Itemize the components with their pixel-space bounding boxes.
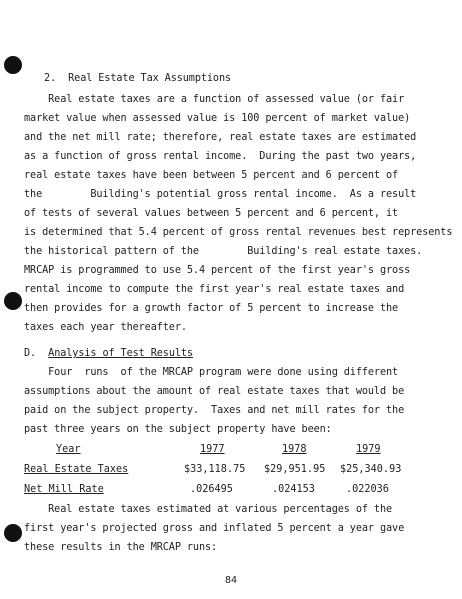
subsection-label: D.: [24, 348, 37, 359]
binder-hole: [4, 524, 22, 542]
header-year: 1979: [356, 444, 381, 455]
header-year: 1978: [282, 444, 307, 455]
paragraph-line: the Building's potential gross rental income. As a result: [24, 189, 417, 200]
paragraph-line: as a function of gross rental income. During the past two years,: [24, 151, 417, 162]
paragraph-line: first year's projected gross and inflated 5 percent a year gave: [24, 523, 405, 534]
paragraph-line: real estate taxes have been between 5 percent and 6 percent of: [24, 170, 399, 181]
section-heading: 2. Real Estate Tax Assumptions: [44, 73, 232, 84]
paragraph-line: Four runs of the MRCAP program were done using different: [24, 367, 399, 378]
paragraph-line: rental income to compute the first year's real estate taxes and: [24, 284, 405, 295]
paragraph-line: market value when assessed value is 100 percent of market value): [24, 113, 411, 124]
binder-hole: [4, 292, 22, 310]
paragraph-line: the historical pattern of the Building's real estate taxes.: [24, 246, 423, 257]
paragraph-line: paid on the subject property. Taxes and net mill rates for the: [24, 405, 405, 416]
row-value: .022036: [346, 484, 389, 495]
paragraph-line: Real estate taxes estimated at various percentages of the: [24, 504, 393, 515]
header-year-label: Year: [56, 444, 81, 455]
paragraph-line: assumptions about the amount of real estate taxes that would be: [24, 386, 405, 397]
row-value: .024153: [272, 484, 315, 495]
paragraph-line: of tests of several values between 5 percent and 6 percent, it: [24, 208, 399, 219]
paragraph-line: MRCAP is programmed to use 5.4 percent of the first year's gross: [24, 265, 411, 276]
row-label: Real Estate Taxes: [24, 464, 129, 475]
header-year: 1977: [200, 444, 225, 455]
subsection-title: Analysis of Test Results: [48, 348, 193, 359]
row-label: Net Mill Rate: [24, 484, 104, 495]
paragraph-line: Real estate taxes are a function of assessed value (or fair: [24, 94, 405, 105]
paragraph-line: past three years on the subject property have been:: [24, 424, 332, 435]
row-value: $33,118.75: [184, 464, 246, 475]
paragraph-line: these results in the MRCAP runs:: [24, 542, 218, 553]
row-value: $29,951.95: [264, 464, 326, 475]
paragraph-line: taxes each year thereafter.: [24, 322, 187, 333]
paragraph-line: then provides for a growth factor of 5 percent to increase the: [24, 303, 399, 314]
row-value: .026495: [190, 484, 233, 495]
paragraph-line: is determined that 5.4 percent of gross rental revenues best represents: [24, 227, 453, 238]
row-value: $25,340.93: [340, 464, 402, 475]
paragraph-line: and the net mill rate; therefore, real estate taxes are estimated: [24, 132, 417, 143]
page-number: 84: [224, 575, 238, 586]
subsection-heading: [24, 347, 193, 360]
binder-hole: [4, 56, 22, 74]
